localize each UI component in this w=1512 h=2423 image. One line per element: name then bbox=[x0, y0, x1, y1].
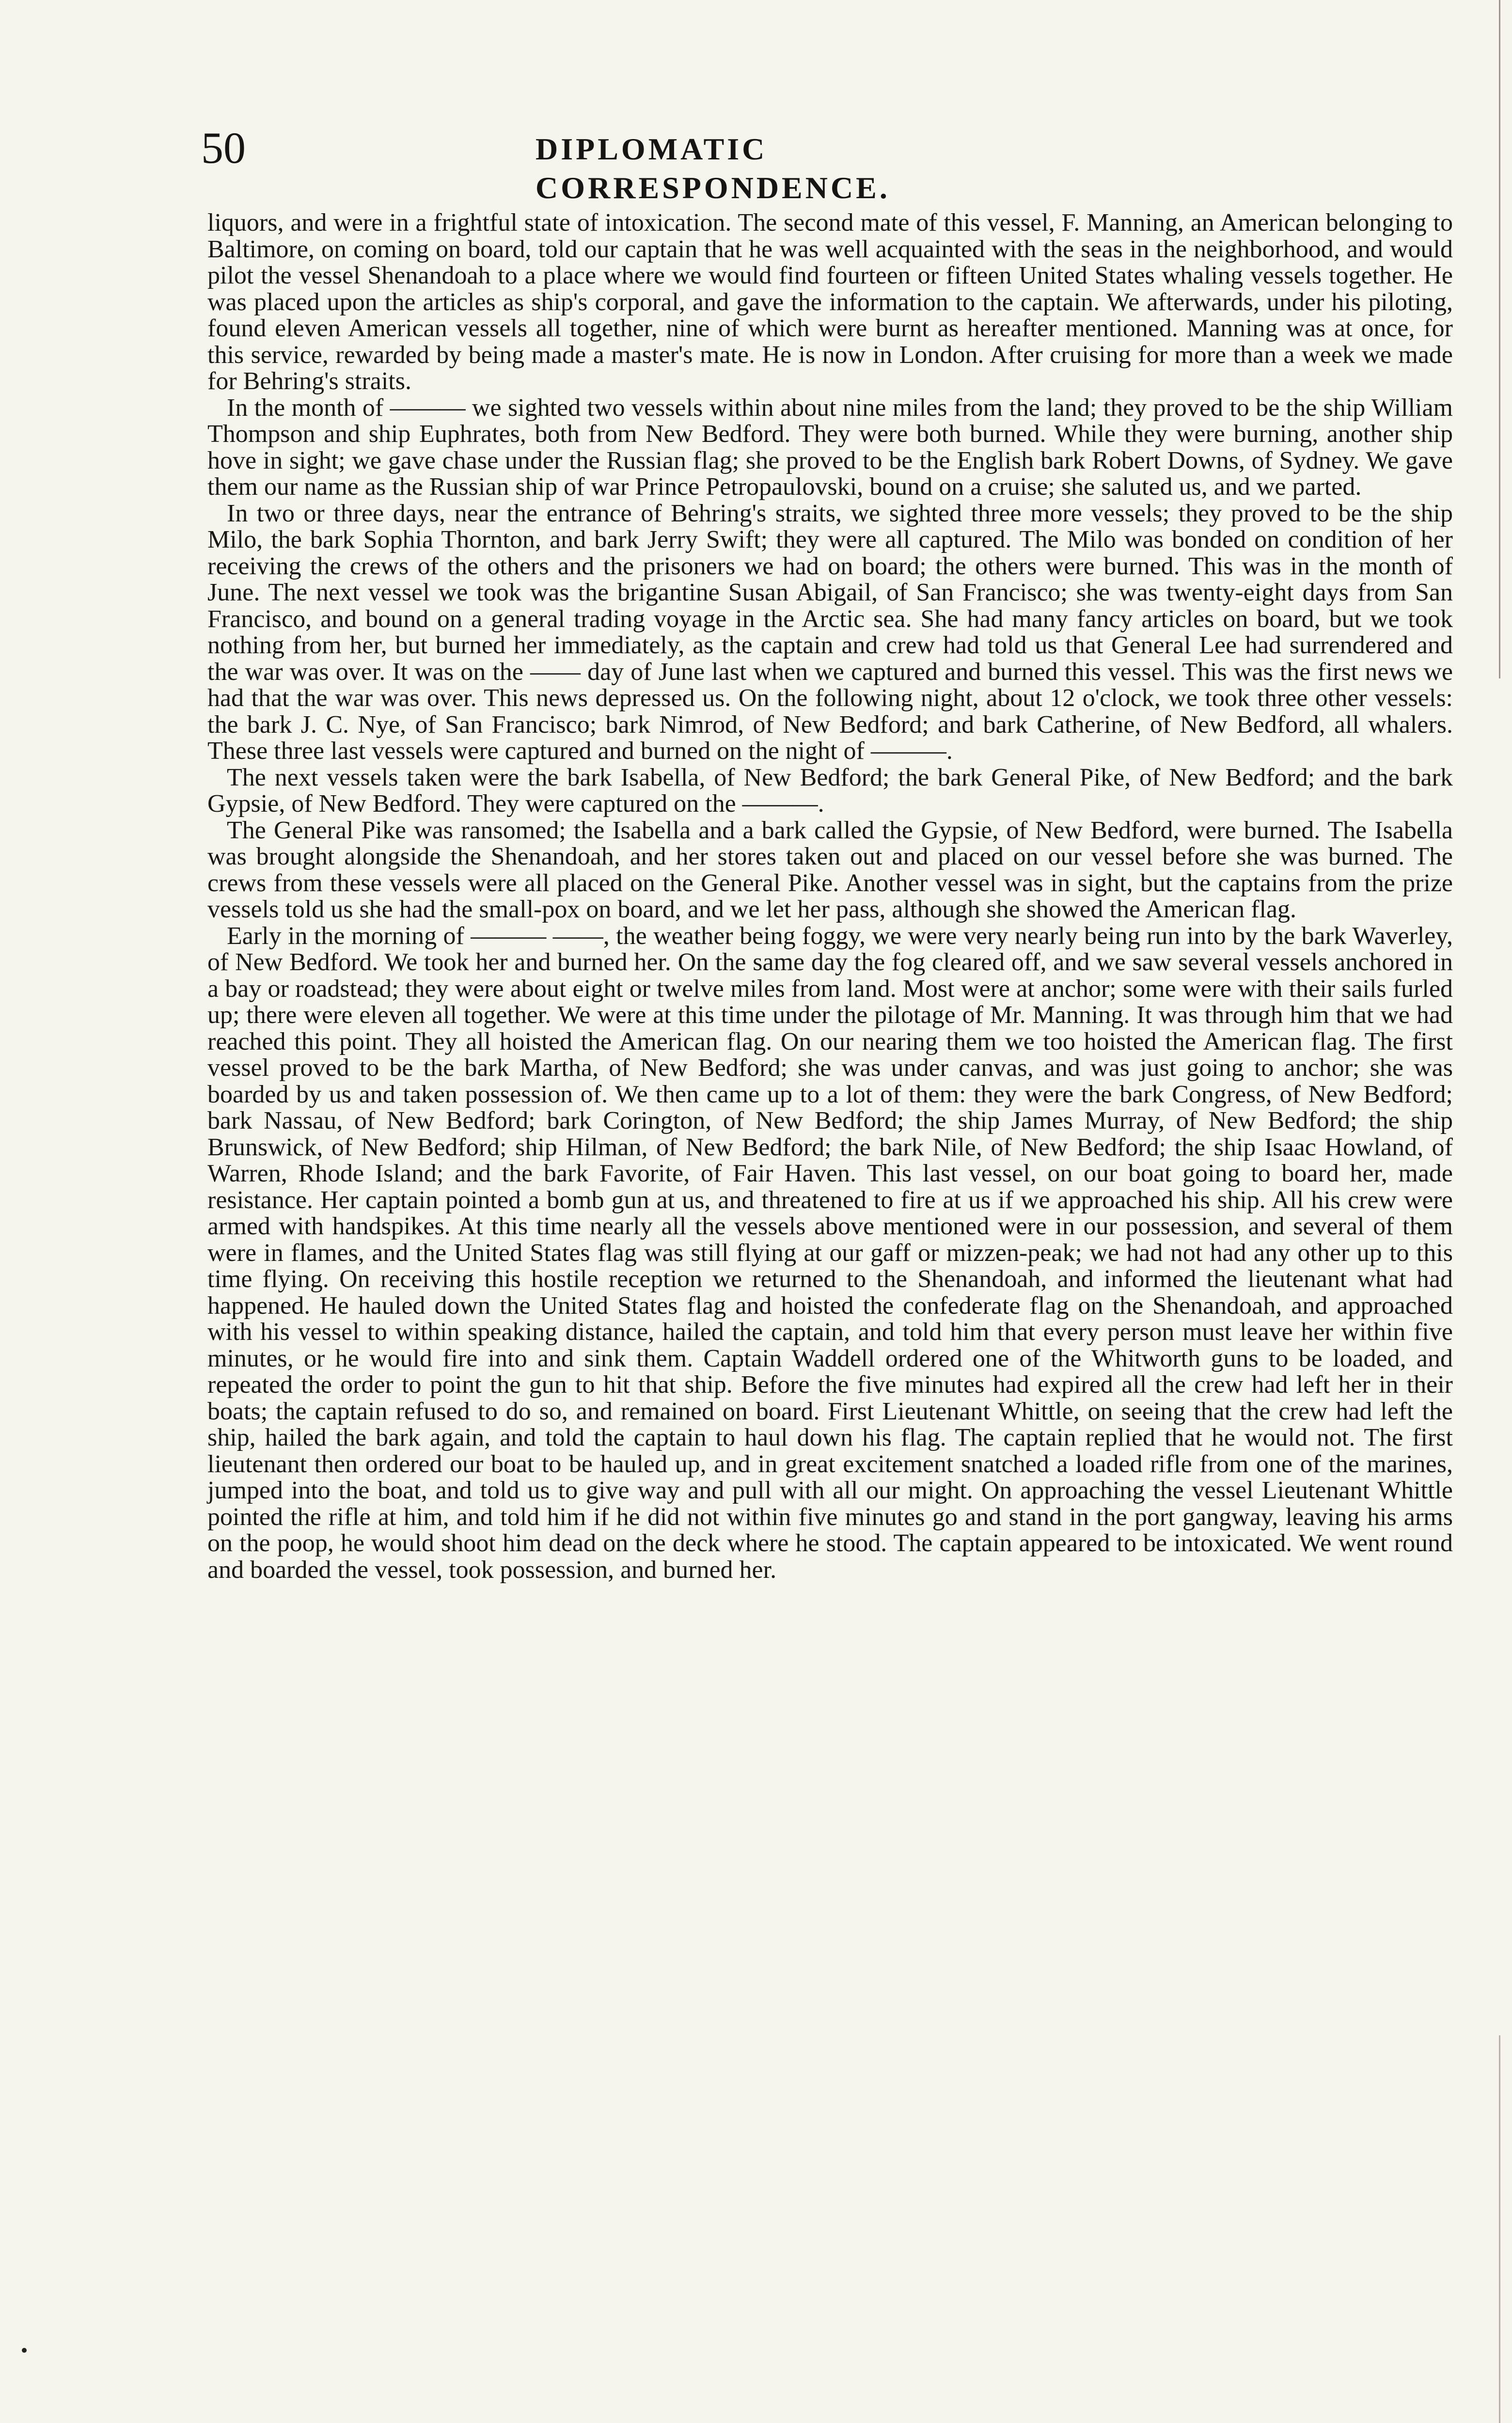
page-number: 50 bbox=[201, 123, 246, 173]
paragraph-4: The next vessels taken were the bark Isabella, of New Bedford; the bark General Pike, of New Bedford; and the bark Gypsie, of New Bedford. They were captured on the ———. bbox=[207, 763, 1453, 818]
paragraph-5: The General Pike was ransomed; the Isabella and a bark called the Gypsie, of New Bedford, were burned. The Isabella was brought alongside the Shenandoah, and her stores taken out and placed on our vessel before she was burned. The crews from these vessels were all placed on the General Pike. Another vessel was in sight, but the captains from the prize vessels told us she had the small-pox on board, and we let her pass, although she showed the American flag. bbox=[207, 816, 1453, 923]
page-edge-line-lower bbox=[1499, 2035, 1500, 2423]
body-text bbox=[207, 210, 1453, 1583]
ink-dot bbox=[22, 2348, 27, 2353]
page-edge-line bbox=[1499, 0, 1500, 678]
page-header bbox=[201, 121, 1122, 205]
paragraph-1: liquors, and were in a frightful state of intoxication. The second mate of this vessel, F. Manning, an American belonging to Baltimore, on coming on board, told our captain that he was well acquainted with the seas in the neighborhood, and would pilot the vessel Shenandoah to a place where we would find fourteen or fifteen United States whaling vessels together. He was placed upon the articles as ship's corporal, and gave the information to the captain. We afterwards, under his piloting, found eleven American vessels all together, nine of which were burnt as hereafter mentioned. Manning was at once, for this service, rewarded by being made a master's mate. He is now in London. After cruising for more than a week we made for Behring's straits. bbox=[207, 209, 1453, 395]
running-head: DIPLOMATIC CORRESPONDENCE. bbox=[536, 132, 890, 205]
paragraph-3: In two or three days, near the entrance of Behring's straits, we sighted three more vessels; they proved to be the ship Milo, the bark Sophia Thornton, and bark Jerry Swift; they were all captured. The Milo was bonded on condition of her receiving the crews of the others and the prisoners we had on board; the others were burned. This was in the month of June. The next vessel we took was the brigantine Susan Abigail, of San Francisco; she was twenty-eight days from San Francisco, and bound on a general trading voyage in the Arctic sea. She had many fancy articles on board, but we took nothing from her, but burned her immediately, as the captain and crew had told us that General Lee had surrendered and the war was over. It was on the —— day of June last when we captured and burned this vessel. This was the first news we had that the war was over. This news depressed us. On the following night, about 12 o'clock, we took three other vessels: the bark J. C. Nye, of San Francisco; bark Nimrod, of New Bedford; and bark Catherine, of New Bedford, all whalers. These three last vessels were captured and burned on the night of ———. bbox=[207, 499, 1453, 765]
paragraph-6: Early in the morning of ——— ——, the weather being foggy, we were very nearly being run into by the bark Waverley, of New Bedford. We took her and burned her. On the same day the fog cleared off, and we saw several vessels anchored in a bay or roadstead; they were about eight or twelve miles from land. Most were at anchor; some were with their sails furled up; there were eleven all together. We were at this time under the pilotage of Mr. Manning. It was through him that we had reached this point. They all hoisted the American flag. On our nearing them we too hoisted the American flag. The first vessel proved to be the bark Martha, of New Bedford; she was under canvas, and was just going to anchor; she was boarded by us and taken possession of. We then came up to a lot of them: they were the bark Congress, of New Bedford; bark Nassau, of New Bedford; bark Corington, of New Bedford; the ship James Murray, of New Bedford; the ship Brunswick, of New Bedford; ship Hilman, of New Bedford; the bark Nile, of New Bedford; the ship Isaac Howland, of Warren, Rhode Island; and the bark Favorite, of Fair Haven. This last vessel, on our boat going to board her, made resistance. Her captain pointed a bomb gun at us, and threatened to fire at us if we approached his ship. All his crew were armed with handspikes. At this time nearly all the vessels above mentioned were in our possession, and several of them were in flames, and the United States flag was still flying at our gaff or mizzen-peak; we had not had any other up to this time flying. On receiving this hostile reception we returned to the Shenandoah, and informed the lieutenant what had happened. He hauled down the United States flag and hoisted the confederate flag on the Shenandoah, and approached with his vessel to within speaking distance, hailed the captain, and told him that every person must leave her within five minutes, or he would fire into and sink them. Captain Waddell ordered one of the Whitworth guns to be loaded, and repeated the order to point the gun to hit that ship. Before the five minutes had expired all the crew had left her in their boats; the captain refused to do so, and remained on board. First Lieutenant Whittle, on seeing that the crew had left the ship, hailed the bark again, and told the captain to haul down his flag. The captain replied that he would not. The first lieutenant then ordered our boat to be hauled up, and in great excitement snatched a loaded rifle from one of the marines, jumped into the boat, and told us to give way and pull with all our might. On approaching the vessel Lieutenant Whittle pointed the rifle at him, and told him if he did not within five minutes go and stand in the port gangway, leaving his arms on the poop, he would shoot him dead on the deck where he stood. The captain appeared to be intoxicated. We went round and boarded the vessel, took possession, and burned her. bbox=[207, 922, 1453, 1584]
paragraph-2: In the month of ——— we sighted two vessels within about nine miles from the land; they proved to be the ship William Thompson and ship Euphrates, both from New Bedford. They were both burned. While they were burning, another ship hove in sight; we gave chase under the Russian flag; she proved to be the English bark Robert Downs, of Sydney. We gave them our name as the Russian ship of war Prince Petropaulovski, bound on a cruise; she saluted us, and we parted. bbox=[207, 393, 1453, 501]
